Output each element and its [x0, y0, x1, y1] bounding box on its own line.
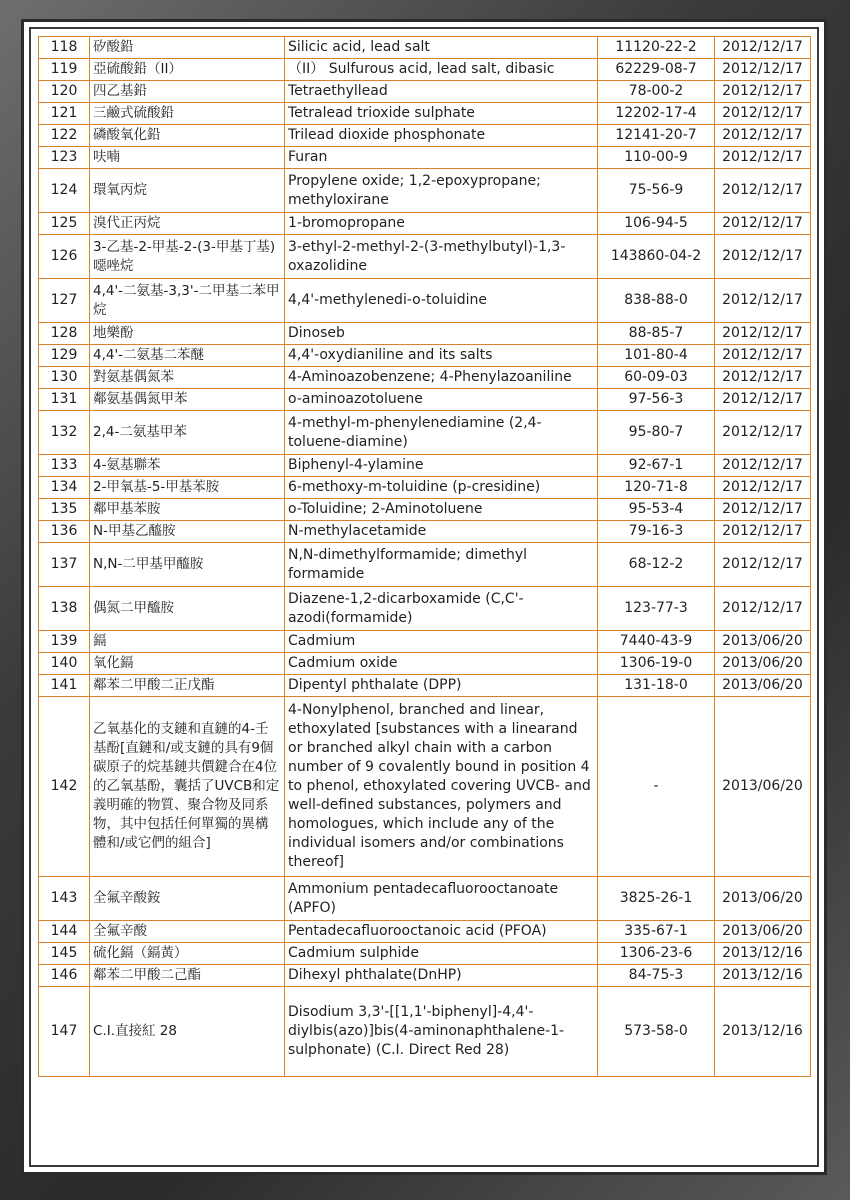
table-row [39, 653, 811, 675]
cell-en: Trilead dioxide phosphonate [285, 125, 598, 147]
cell-en: 4-Nonylphenol, branched and linear, ethoxylated [substances with a linearand or branched alkyl chain with a carbon number of 9 covalently bound in position 4 to phenol, ethoxylated covering UVCB- and well-defined substances, polymers and homologues, which include any of the individual isomers and/or combinations thereof] [285, 697, 598, 877]
cell-no: 129 [39, 345, 90, 367]
cell-no: 125 [39, 213, 90, 235]
cell-en: 3-ethyl-2-methyl-2-(3-methylbutyl)-1,3-oxazolidine [285, 235, 598, 279]
table-row [39, 279, 811, 323]
cell-zh: N,N-二甲基甲醯胺 [90, 543, 285, 587]
table-row [39, 455, 811, 477]
cell-cas: 123-77-3 [598, 587, 715, 631]
cell-cas: 11120-22-2 [598, 37, 715, 59]
cell-date: 2012/12/17 [715, 521, 811, 543]
cell-date: 2012/12/17 [715, 235, 811, 279]
table-row [39, 987, 811, 1077]
table-row [39, 675, 811, 697]
cell-cas: 97-56-3 [598, 389, 715, 411]
cell-zh: 全氟辛酸 [90, 921, 285, 943]
cell-no: 137 [39, 543, 90, 587]
cell-zh: 四乙基鉛 [90, 81, 285, 103]
cell-en: Biphenyl-4-ylamine [285, 455, 598, 477]
cell-zh: N-甲基乙醯胺 [90, 521, 285, 543]
cell-date: 2012/12/17 [715, 455, 811, 477]
cell-date: 2012/12/17 [715, 59, 811, 81]
table-row [39, 587, 811, 631]
cell-date: 2012/12/17 [715, 499, 811, 521]
cell-en: 4,4'-methylenedi-o-toluidine [285, 279, 598, 323]
cell-zh: 鎘 [90, 631, 285, 653]
cell-zh: 地樂酚 [90, 323, 285, 345]
cell-zh: 乙氧基化的支鏈和直鏈的4-壬基酚[直鏈和/或支鏈的具有9個碳原子的烷基鏈共價鍵合在4位的乙氧基酚，囊括了UVCB和定義明確的物質、聚合物及同系物，其中包括任何單獨的異構體和/或它們的組合] [90, 697, 285, 877]
table-row [39, 877, 811, 921]
cell-zh: 溴代正丙烷 [90, 213, 285, 235]
cell-en: Disodium 3,3'-[[1,1'-biphenyl]-4,4'-diylbis(azo)]bis(4-aminonaphthalene-1-sulphonate) (C.I. Direct Red 28) [285, 987, 598, 1077]
cell-en: N,N-dimethylformamide; dimethyl formamide [285, 543, 598, 587]
cell-date: 2012/12/17 [715, 279, 811, 323]
cell-date: 2013/06/20 [715, 675, 811, 697]
cell-no: 144 [39, 921, 90, 943]
cell-no: 142 [39, 697, 90, 877]
cell-cas: 92-67-1 [598, 455, 715, 477]
cell-cas: 110-00-9 [598, 147, 715, 169]
cell-date: 2013/06/20 [715, 631, 811, 653]
cell-zh: C.I.直接紅 28 [90, 987, 285, 1077]
cell-cas: 1306-23-6 [598, 943, 715, 965]
cell-no: 140 [39, 653, 90, 675]
cell-cas: 131-18-0 [598, 675, 715, 697]
table-row [39, 543, 811, 587]
cell-zh: 4,4'-二氨基二苯醚 [90, 345, 285, 367]
cell-en: Dihexyl phthalate(DnHP) [285, 965, 598, 987]
cell-zh: 氧化鎘 [90, 653, 285, 675]
cell-en: N-methylacetamide [285, 521, 598, 543]
table-row [39, 59, 811, 81]
cell-zh: 呋喃 [90, 147, 285, 169]
cell-en: Tetralead trioxide sulphate [285, 103, 598, 125]
cell-cas: 1306-19-0 [598, 653, 715, 675]
cell-date: 2013/12/16 [715, 987, 811, 1077]
cell-date: 2012/12/17 [715, 389, 811, 411]
cell-date: 2013/12/16 [715, 965, 811, 987]
cell-no: 143 [39, 877, 90, 921]
cell-no: 126 [39, 235, 90, 279]
cell-en: Cadmium [285, 631, 598, 653]
cell-cas: 79-16-3 [598, 521, 715, 543]
cell-cas: 75-56-9 [598, 169, 715, 213]
cell-en: 6-methoxy-m-toluidine (p-cresidine) [285, 477, 598, 499]
table-row [39, 345, 811, 367]
cell-date: 2012/12/17 [715, 37, 811, 59]
cell-no: 136 [39, 521, 90, 543]
cell-en: Diazene-1,2-dicarboxamide (C,C'-azodi(formamide) [285, 587, 598, 631]
cell-date: 2012/12/17 [715, 345, 811, 367]
cell-date: 2013/06/20 [715, 697, 811, 877]
cell-no: 138 [39, 587, 90, 631]
cell-cas: - [598, 697, 715, 877]
cell-zh: 鄰氨基偶氮甲苯 [90, 389, 285, 411]
cell-date: 2012/12/17 [715, 411, 811, 455]
cell-zh: 4-氨基聯苯 [90, 455, 285, 477]
substance-table-body [39, 37, 811, 1077]
table-row [39, 125, 811, 147]
cell-en: Dinoseb [285, 323, 598, 345]
cell-cas: 78-00-2 [598, 81, 715, 103]
cell-zh: 4,4'-二氨基-3,3'-二甲基二苯甲烷 [90, 279, 285, 323]
table-row [39, 323, 811, 345]
cell-no: 131 [39, 389, 90, 411]
cell-cas: 120-71-8 [598, 477, 715, 499]
cell-no: 120 [39, 81, 90, 103]
table-row [39, 169, 811, 213]
cell-no: 122 [39, 125, 90, 147]
cell-date: 2012/12/17 [715, 125, 811, 147]
cell-zh: 磷酸氧化鉛 [90, 125, 285, 147]
cell-no: 132 [39, 411, 90, 455]
table-row [39, 631, 811, 653]
cell-en: （II） Sulfurous acid, lead salt, dibasic [285, 59, 598, 81]
cell-cas: 101-80-4 [598, 345, 715, 367]
cell-date: 2013/06/20 [715, 921, 811, 943]
cell-cas: 62229-08-7 [598, 59, 715, 81]
cell-zh: 鄰甲基苯胺 [90, 499, 285, 521]
table-row [39, 213, 811, 235]
cell-no: 145 [39, 943, 90, 965]
table-row [39, 389, 811, 411]
page-frame [24, 22, 824, 1172]
cell-date: 2012/12/17 [715, 213, 811, 235]
cell-date: 2013/06/20 [715, 653, 811, 675]
table-row [39, 499, 811, 521]
cell-no: 134 [39, 477, 90, 499]
cell-cas: 84-75-3 [598, 965, 715, 987]
table-row [39, 697, 811, 877]
cell-date: 2012/12/17 [715, 103, 811, 125]
cell-cas: 7440-43-9 [598, 631, 715, 653]
cell-zh: 3-乙基-2-甲基-2-(3-甲基丁基)噁唑烷 [90, 235, 285, 279]
table-row [39, 81, 811, 103]
cell-no: 133 [39, 455, 90, 477]
table-row [39, 521, 811, 543]
cell-date: 2012/12/17 [715, 81, 811, 103]
cell-zh: 全氟辛酸銨 [90, 877, 285, 921]
table-row [39, 411, 811, 455]
substance-table [38, 36, 811, 1077]
cell-date: 2012/12/17 [715, 587, 811, 631]
cell-date: 2012/12/17 [715, 147, 811, 169]
cell-date: 2012/12/17 [715, 367, 811, 389]
cell-no: 121 [39, 103, 90, 125]
cell-no: 128 [39, 323, 90, 345]
cell-en: 4,4'-oxydianiline and its salts [285, 345, 598, 367]
cell-cas: 12202-17-4 [598, 103, 715, 125]
cell-en: Silicic acid, lead salt [285, 37, 598, 59]
cell-zh: 對氨基偶氮苯 [90, 367, 285, 389]
cell-cas: 68-12-2 [598, 543, 715, 587]
cell-no: 127 [39, 279, 90, 323]
cell-en: 1-bromopropane [285, 213, 598, 235]
cell-cas: 3825-26-1 [598, 877, 715, 921]
cell-no: 139 [39, 631, 90, 653]
cell-zh: 環氧丙烷 [90, 169, 285, 213]
cell-cas: 95-53-4 [598, 499, 715, 521]
cell-en: Pentadecafluorooctanoic acid (PFOA) [285, 921, 598, 943]
cell-cas: 88-85-7 [598, 323, 715, 345]
cell-cas: 838-88-0 [598, 279, 715, 323]
cell-zh: 2,4-二氨基甲苯 [90, 411, 285, 455]
table-row [39, 943, 811, 965]
cell-no: 147 [39, 987, 90, 1077]
cell-en: Ammonium pentadecafluorooctanoate (APFO) [285, 877, 598, 921]
cell-date: 2012/12/17 [715, 543, 811, 587]
cell-date: 2012/12/17 [715, 477, 811, 499]
cell-en: 4-Aminoazobenzene; 4-Phenylazoaniline [285, 367, 598, 389]
table-row [39, 235, 811, 279]
cell-zh: 鄰苯二甲酸二己酯 [90, 965, 285, 987]
cell-date: 2012/12/17 [715, 169, 811, 213]
table-row [39, 965, 811, 987]
cell-zh: 鄰苯二甲酸二正戊酯 [90, 675, 285, 697]
cell-date: 2012/12/17 [715, 323, 811, 345]
cell-en: Furan [285, 147, 598, 169]
table-row [39, 103, 811, 125]
cell-en: Cadmium oxide [285, 653, 598, 675]
cell-no: 130 [39, 367, 90, 389]
cell-en: 4-methyl-m-phenylenediamine (2,4-toluene-diamine) [285, 411, 598, 455]
cell-en: Propylene oxide; 1,2-epoxypropane; methyloxirane [285, 169, 598, 213]
cell-cas: 573-58-0 [598, 987, 715, 1077]
table-row [39, 921, 811, 943]
cell-zh: 2-甲氧基-5-甲基苯胺 [90, 477, 285, 499]
cell-no: 124 [39, 169, 90, 213]
cell-cas: 12141-20-7 [598, 125, 715, 147]
cell-no: 146 [39, 965, 90, 987]
table-row [39, 477, 811, 499]
cell-cas: 143860-04-2 [598, 235, 715, 279]
cell-cas: 335-67-1 [598, 921, 715, 943]
cell-en: Cadmium sulphide [285, 943, 598, 965]
cell-no: 141 [39, 675, 90, 697]
cell-cas: 60-09-03 [598, 367, 715, 389]
cell-en: o-aminoazotoluene [285, 389, 598, 411]
cell-en: Dipentyl phthalate (DPP) [285, 675, 598, 697]
cell-date: 2013/12/16 [715, 943, 811, 965]
table-row [39, 367, 811, 389]
cell-cas: 95-80-7 [598, 411, 715, 455]
cell-zh: 偶氮二甲醯胺 [90, 587, 285, 631]
cell-no: 118 [39, 37, 90, 59]
cell-date: 2013/06/20 [715, 877, 811, 921]
cell-zh: 三鹼式硫酸鉛 [90, 103, 285, 125]
cell-zh: 硫化鎘（鎘黃） [90, 943, 285, 965]
table-row [39, 37, 811, 59]
cell-en: Tetraethyllead [285, 81, 598, 103]
table-row [39, 147, 811, 169]
cell-zh: 矽酸鉛 [90, 37, 285, 59]
cell-no: 119 [39, 59, 90, 81]
cell-no: 123 [39, 147, 90, 169]
cell-zh: 亞硫酸鉛（II） [90, 59, 285, 81]
cell-no: 135 [39, 499, 90, 521]
cell-en: o-Toluidine; 2-Aminotoluene [285, 499, 598, 521]
cell-cas: 106-94-5 [598, 213, 715, 235]
